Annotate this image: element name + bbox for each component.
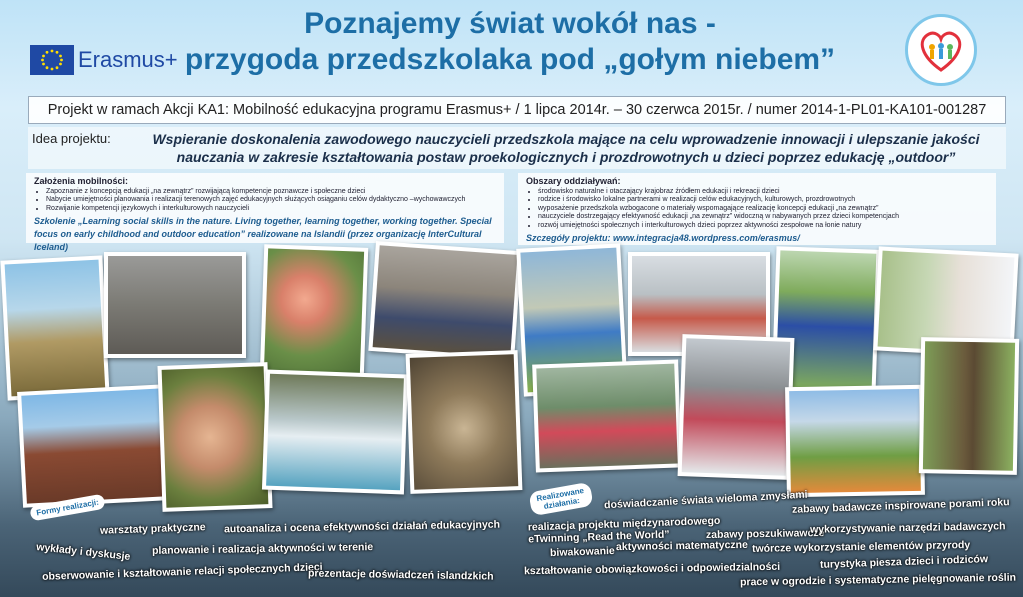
list-item: • wyposażenie przedszkola wzbogacone o materiały wspomagające realizację koncepcji edukacji „na zewnątrz” bbox=[538, 205, 988, 214]
activity-label: turystyka piesza dzieci i rodziców bbox=[819, 553, 989, 571]
form-label: obserwowanie i kształtowanie relacji społecznych dzieci bbox=[41, 561, 323, 583]
flag-hikers-photo bbox=[104, 252, 246, 358]
list-item: • Rozwijanie kompetencji językowych i interkulturowych nauczycieli bbox=[46, 205, 496, 214]
list-item: • rozwój umiejętności społecznych i interkulturowych dzieci poprzez aktywności zespołowe na łonie natury bbox=[538, 222, 988, 231]
list-item: • Nabycie umiejętności planowania i realizacji terenowych zajęć edukacyjnych służących osiąganiu celów dydaktyczno –wychowawczych bbox=[46, 196, 496, 205]
lava-stones-hand-photo bbox=[157, 362, 272, 512]
stone-face-photo bbox=[406, 350, 523, 494]
mobility-goals-list bbox=[46, 188, 496, 214]
idea-label: Idea projektu: bbox=[32, 131, 111, 146]
list-item: • środowisko naturalne i otaczający krajobraz źródłem edukacji i rekreacji dzieci bbox=[538, 188, 988, 197]
volcano-group-photo bbox=[17, 384, 171, 508]
project-info-bar bbox=[28, 96, 1006, 124]
activity-label: wykorzystywanie narzędzi badawczych bbox=[809, 520, 1006, 536]
kids-rain-photo bbox=[532, 359, 682, 472]
impact-areas-heading: Obszary oddziaływań: bbox=[526, 176, 621, 186]
mobility-goals-box bbox=[26, 173, 504, 252]
activity-label: aktywności matematyczne bbox=[615, 538, 749, 554]
page-title bbox=[150, 6, 870, 78]
form-label: autoanaliza i ocena efektywności działań edukacyjnych bbox=[223, 518, 501, 536]
title-line-1: Poznajemy świat wokół nas - bbox=[304, 7, 716, 40]
course-description: Szkolenie „Learning social skills in the nature. Living together, learning together, working together. Special focus on early childhood and outdoor education” realizowane na Islandii (przez organizację InterCultural Iceland) bbox=[34, 216, 492, 252]
activity-label: zabawy poszukiwawcze bbox=[705, 526, 825, 542]
waterfall-photo bbox=[262, 370, 408, 495]
activity-label: kształtowanie obowiązkowości i odpowiedzialności bbox=[523, 560, 781, 578]
form-label: wykłady i dyskusje bbox=[35, 541, 131, 563]
title-line-2: przygoda przedszkolaka pod „gołym niebem” bbox=[184, 43, 836, 76]
stacked-stones-photo bbox=[0, 255, 109, 400]
erasmus-logo-text: Erasmus+ bbox=[78, 47, 178, 72]
activity-label: zabawy badawcze inspirowane porami roku bbox=[791, 496, 1010, 516]
activities-badge: Realizowane działania: bbox=[528, 482, 593, 516]
mobility-goals-heading: Założenia mobilności: bbox=[34, 176, 129, 186]
activity-label: biwakowanie bbox=[549, 544, 615, 560]
impact-areas-box bbox=[518, 173, 996, 245]
activity-label: twórcze wykorzystanie elementów przyrody bbox=[751, 539, 971, 555]
activity-label: prace w ogrodzie i systematyczne pielęgnowanie roślin bbox=[739, 571, 1017, 589]
activity-label: realizacja projektu międzynarodowego eTwinning „Read the World” bbox=[527, 514, 721, 546]
forms-badge: Formy realizacji: bbox=[29, 494, 106, 522]
erasmus-logo bbox=[30, 45, 178, 75]
hugging-tree-photo bbox=[919, 337, 1019, 475]
idea-text: Wspieranie doskonalenia zawodowego nauczycieli przedszkola mające na celu wprowadzenie innowacji i ulepszanie jakości nauczania w zakresie kształtowania postaw proekologicznych i prozdrowotnych u dzieci poprzez edukację „outdoor” bbox=[152, 131, 980, 165]
school-logo-icon bbox=[905, 14, 977, 86]
winter-forest-kids-photo bbox=[678, 334, 795, 480]
list-item: • nauczyciele dostrzegający efektywność edukacji „na zewnątrz” widoczną w nabywanych przez dzieci kompetencjach bbox=[538, 213, 988, 222]
project-idea bbox=[28, 127, 1006, 169]
impact-areas-list bbox=[538, 188, 988, 231]
form-label: warsztaty praktyczne bbox=[99, 521, 206, 537]
group-sitting-photo bbox=[368, 241, 521, 361]
project-details-link[interactable]: Szczegóły projektu: www.integracja48.wordpress.com/erasmus/ bbox=[526, 233, 800, 243]
playground-spring-photo bbox=[785, 385, 925, 497]
form-label: prezentacje doświadczeń islandzkich bbox=[307, 567, 494, 583]
activity-label: doświadczanie świata wieloma zmysłami bbox=[603, 488, 808, 512]
project-info-text: Projekt w ramach Akcji KA1: Mobilność edukacyjna programu Erasmus+ / 1 lipca 2014r. – 30 czerwca 2015r. / numer 2014-1-PL01-KA101-001287 bbox=[47, 102, 987, 118]
form-label: planowanie i realizacja aktywności w terenie bbox=[151, 541, 374, 557]
list-item: • rodzice i środowisko lokalne partnerami w realizacji celów edukacyjnych, kulturowych, prozdrowotnych bbox=[538, 196, 988, 205]
eu-flag-icon bbox=[30, 45, 74, 75]
hands-fruit-photo bbox=[260, 244, 369, 380]
list-item: • Zapoznanie z koncepcją edukacji „na zewnątrz” rozwijającą kompetencje poznawcze i społeczne dzieci bbox=[46, 188, 496, 197]
